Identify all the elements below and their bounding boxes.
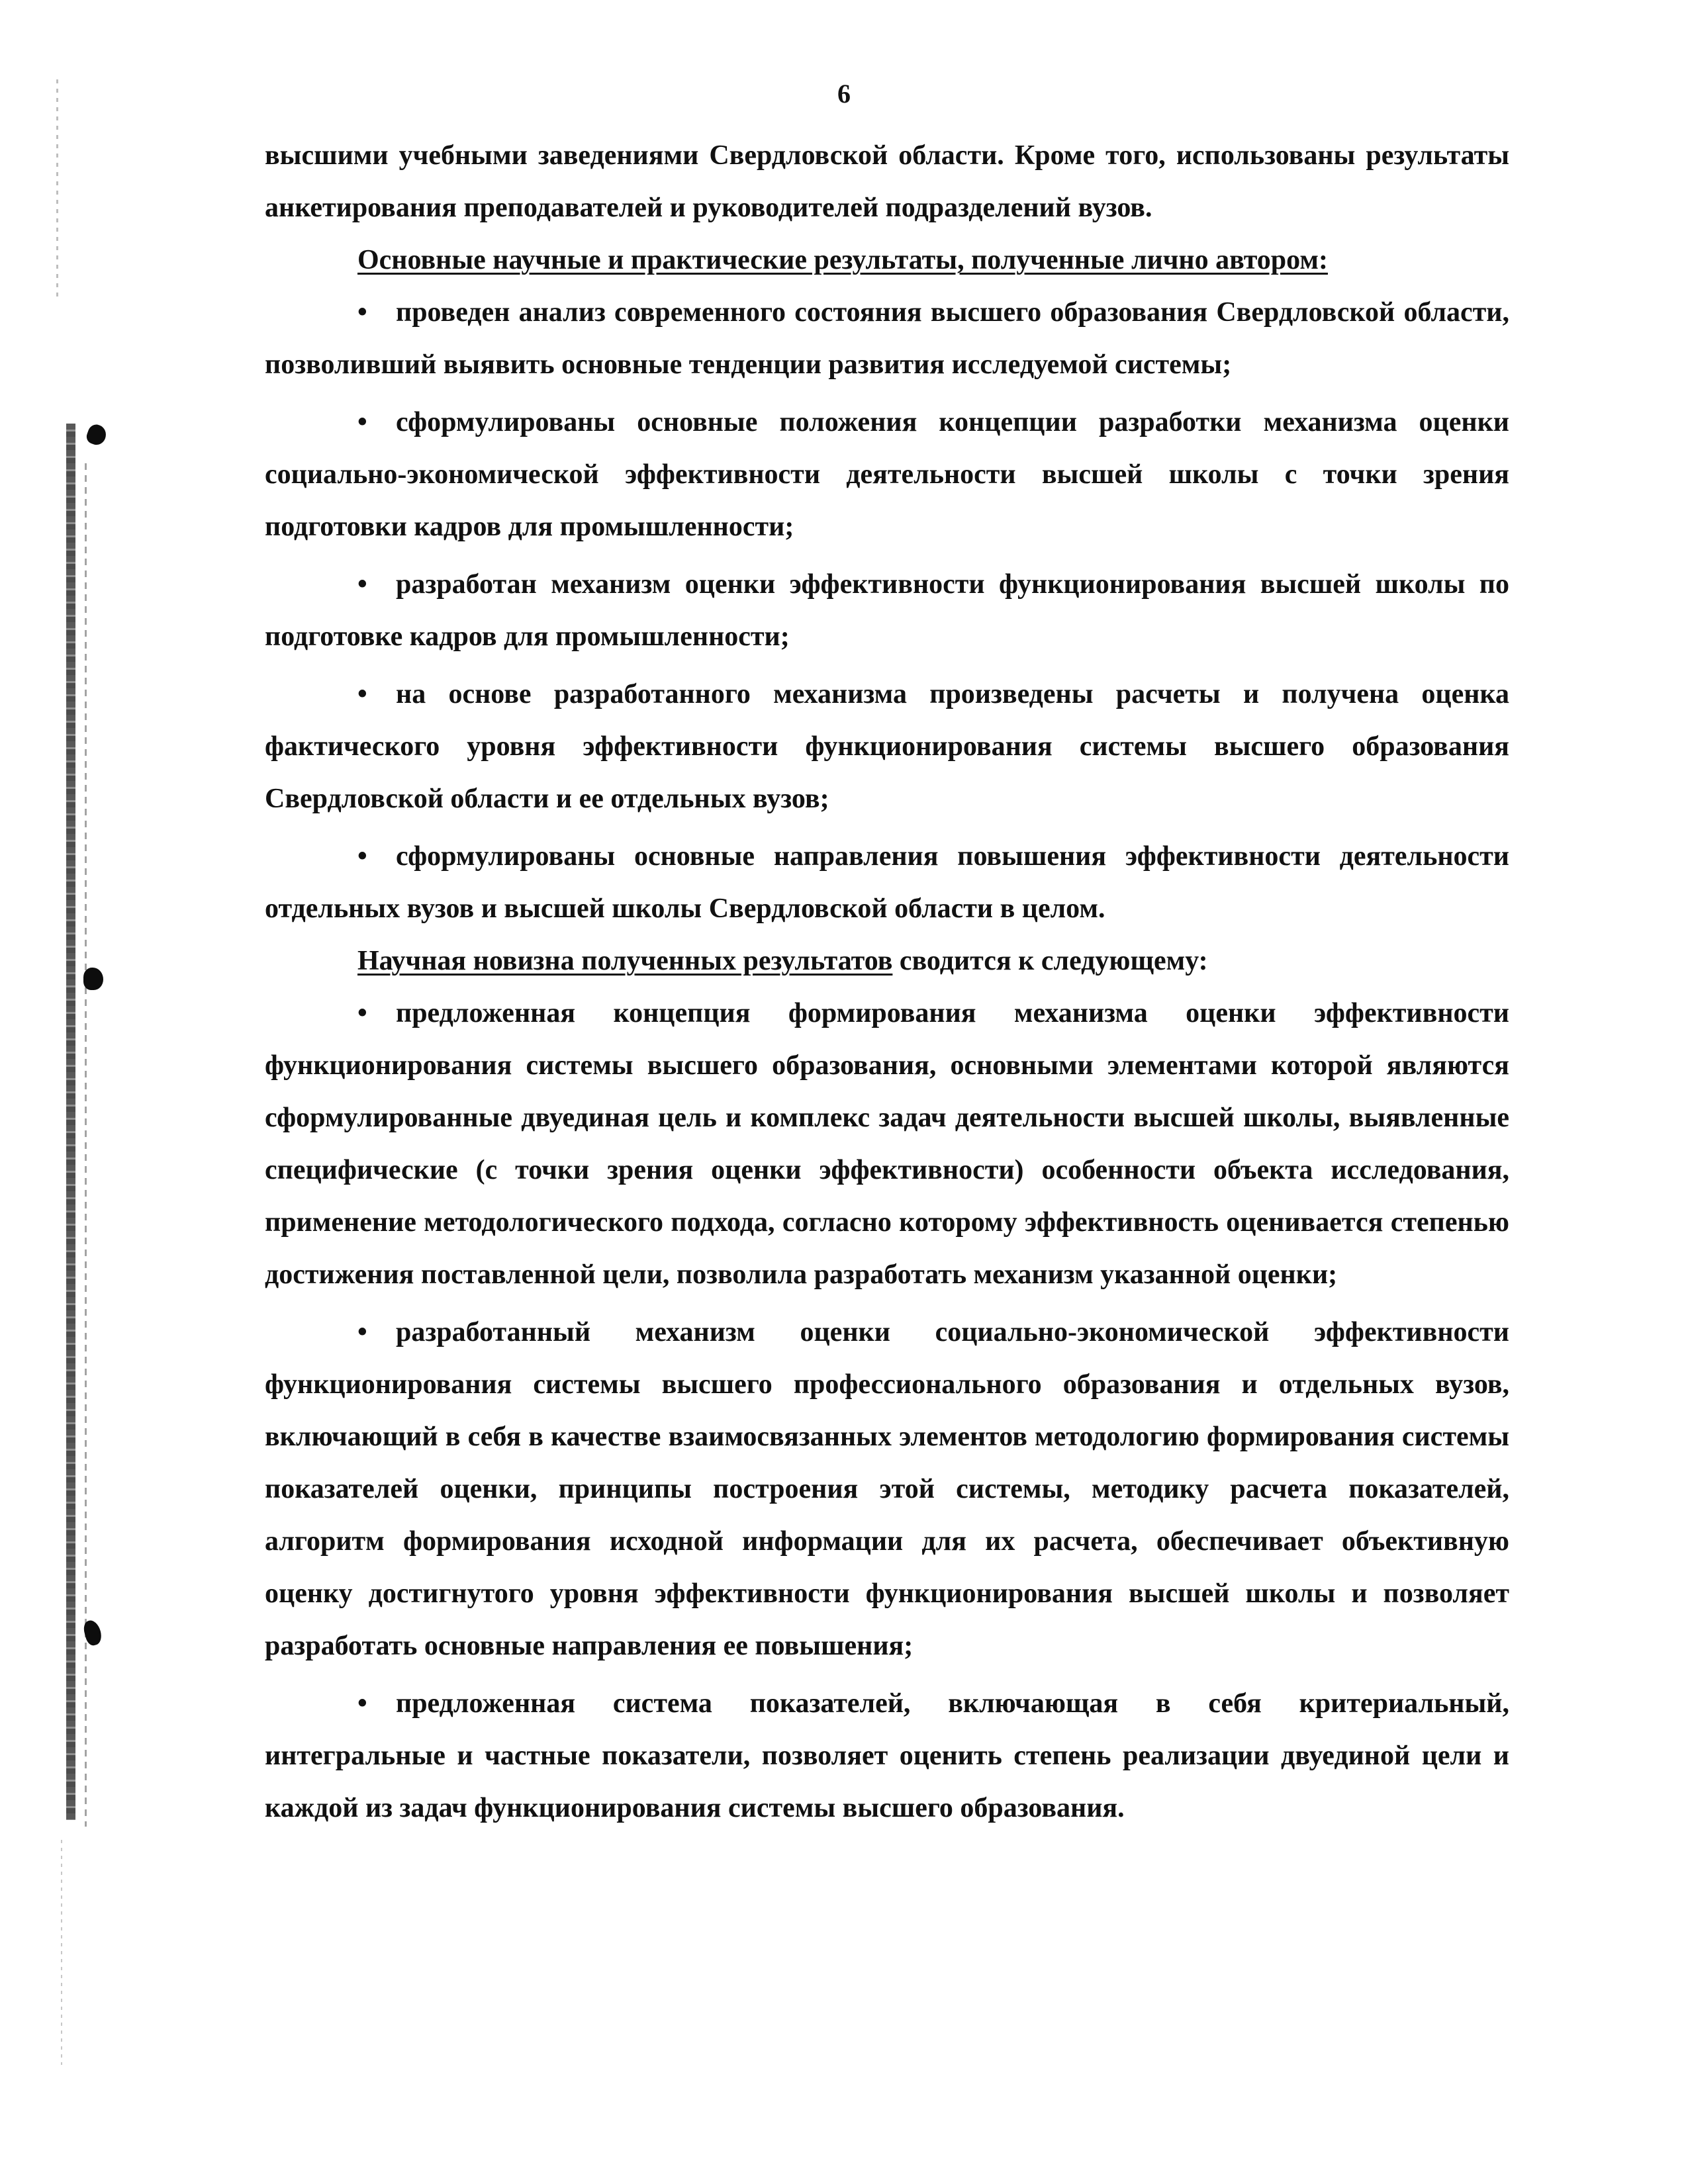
novelty-item-text: предложенная концепция формирования механизма оценки эффективности функционирования системы высшего образования, основными элементами которой являются сформулированные двуединая цель и комплекс задач деятельности высшей школы, выявленные специфические (с точки зрения оценки эффективности) особенности объекта исследования, применение методологического подхода, согласно которому эффективность оценивается степенью достижения поставленной цели, позволила разработать механизм указанной оценки; [265, 998, 1509, 1290]
scan-artifact-streak [66, 424, 75, 1820]
novelty-item-text: предложенная система показателей, включающая в себя критериальный, интегральные и частные показатели, позволяет оценить степень реализации двуединой цели и каждой из задач функционирования системы высшего образования. [265, 1688, 1509, 1823]
document-body [265, 130, 1509, 1835]
results-item-text: сформулированы основные направления повышения эффективности деятельности отдельных вузов и высшей школы Свердловской области в целом. [265, 841, 1509, 924]
results-item-text: разработан механизм оценки эффективности функционирования высшей школы по подготовке кадров для промышленности; [265, 569, 1509, 652]
results-heading-text: Основные научные и практические результаты, полученные лично автором: [357, 245, 1328, 275]
bullet-icon: • [357, 297, 367, 328]
results-item [265, 559, 1509, 663]
novelty-heading-underlined: Научная новизна полученных результатов [357, 946, 893, 976]
novelty-item [265, 1306, 1509, 1672]
bullet-icon: • [357, 679, 367, 709]
results-item [265, 396, 1509, 553]
novelty-item-text: разработанный механизм оценки социально-экономической эффективности функционирования системы высшего профессионального образования и отдельных вузов, включающий в себя в качестве взаимосвязанных элементов методологию формирования системы показателей оценки, принципы построения этой системы, методику расчета показателей, алгоритм формирования исходной информации для их расчета, обеспечивает объективную оценку достигнутого уровня эффективности функционирования высшей школы и позволяет разработать основные направления ее повышения; [265, 1317, 1509, 1661]
bullet-icon: • [357, 407, 367, 437]
novelty-item [265, 987, 1509, 1301]
results-item-text: сформулированы основные положения концепции разработки механизма оценки социально-экономической эффективности деятельности высшей школы с точки зрения подготовки кадров для промышленности; [265, 407, 1509, 542]
novelty-heading [265, 935, 1509, 987]
bullet-icon: • [357, 1317, 367, 1347]
bullet-icon: • [357, 569, 367, 600]
scan-artifact-line [56, 79, 58, 298]
results-item-text: на основе разработанного механизма произведены расчеты и получена оценка фактического уровня эффективности функционирования системы высшего образования Свердловской области и ее отдельных вузов; [265, 679, 1509, 814]
results-item [265, 831, 1509, 935]
scan-artifact-blot [85, 422, 109, 447]
results-item [265, 668, 1509, 825]
scan-artifact-line [61, 1840, 62, 2065]
novelty-heading-rest: сводится к следующему: [892, 946, 1208, 976]
results-heading [265, 234, 1509, 287]
bullet-icon: • [357, 998, 367, 1028]
intro-paragraph: высшими учебными заведениями Свердловской области. Кроме того, использованы результаты анкетирования преподавателей и руководителей подразделений вузов. [265, 140, 1509, 223]
scan-artifact-blot [83, 968, 103, 990]
results-item-text: проведен анализ современного состояния высшего образования Свердловской области, позволивший выявить основные тенденции развития исследуемой системы; [265, 297, 1509, 380]
novelty-item [265, 1678, 1509, 1835]
bullet-icon: • [357, 1688, 367, 1719]
page-number: 6 [837, 79, 851, 109]
bullet-icon: • [357, 841, 367, 872]
results-item [265, 287, 1509, 391]
